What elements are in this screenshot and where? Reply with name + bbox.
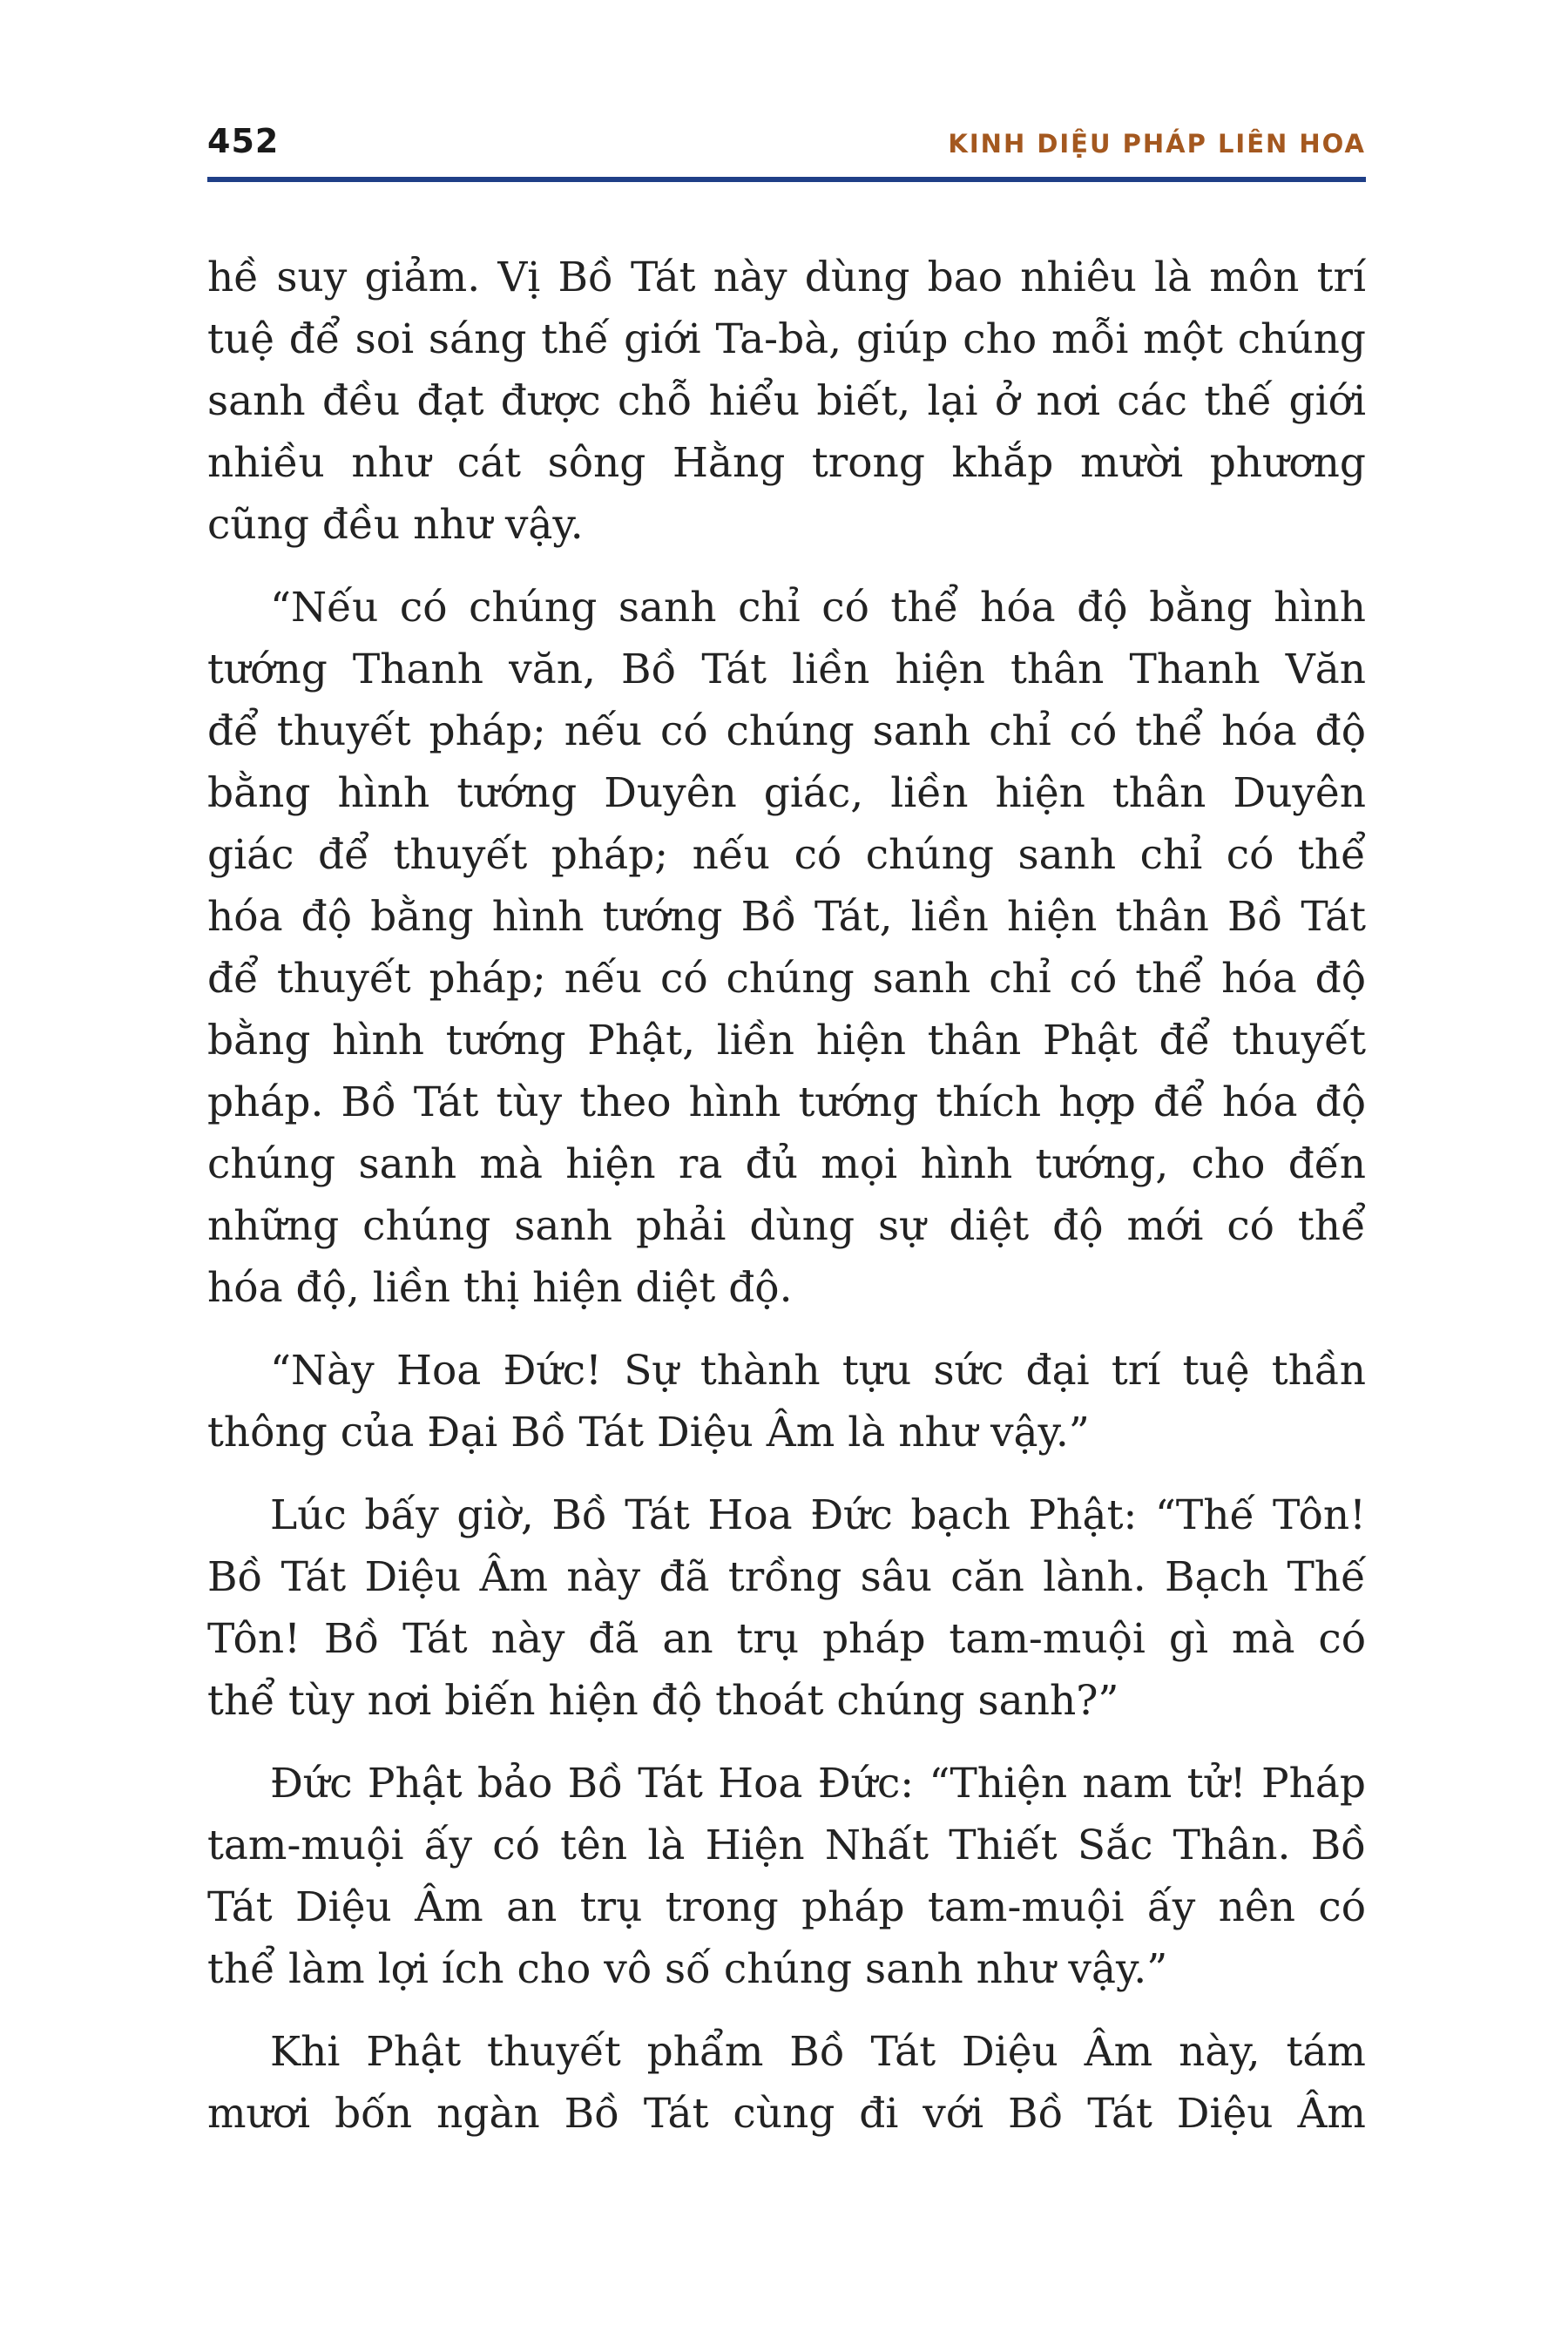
header-rule xyxy=(207,177,1366,182)
paragraph xyxy=(207,247,1366,556)
paragraph xyxy=(207,2021,1366,2145)
text-line: những chúng sanh phải dùng sự diệt độ mới có thể xyxy=(207,1202,1366,1250)
paragraph xyxy=(207,1753,1366,2000)
text-line: “Nếu có chúng sanh chỉ có thể hóa độ bằng hình xyxy=(270,584,1366,632)
text-line: pháp. Bồ Tát tùy theo hình tướng thích hợp để hóa độ xyxy=(207,1078,1366,1126)
text-line: Tôn! Bồ Tát này đã an trụ pháp tam-muội gì mà có xyxy=(207,1615,1366,1663)
paragraph xyxy=(207,1484,1366,1732)
text-line: sanh đều đạt được chỗ hiểu biết, lại ở nơi các thế giới xyxy=(207,377,1366,425)
text-line: Bồ Tát Diệu Âm này đã trồng sâu căn lành. Bạch Thế xyxy=(207,1553,1366,1601)
text-line: hóa độ bằng hình tướng Bồ Tát, liền hiện thân Bồ Tát xyxy=(207,893,1366,941)
text-line: Tát Diệu Âm an trụ trong pháp tam-muội ấy nên có xyxy=(207,1883,1366,1931)
text-line: mươi bốn ngàn Bồ Tát cùng đi với Bồ Tát Diệu Âm xyxy=(207,2090,1366,2138)
paragraph xyxy=(207,577,1366,1319)
text-line: chúng sanh mà hiện ra đủ mọi hình tướng, cho đến xyxy=(207,1140,1366,1188)
text-line: tam-muội ấy có tên là Hiện Nhất Thiết Sắc Thân. Bồ xyxy=(207,1821,1366,1869)
text-line: bằng hình tướng Duyên giác, liền hiện thân Duyên xyxy=(207,769,1366,817)
running-title: KINH DIỆU PHÁP LIÊN HOA xyxy=(948,129,1366,159)
text-line: thể tùy nơi biến hiện độ thoát chúng sanh?” xyxy=(207,1677,1119,1725)
body-text xyxy=(207,247,1366,2166)
text-line: “Này Hoa Đức! Sự thành tựu sức đại trí tuệ thần xyxy=(270,1347,1366,1395)
paragraph xyxy=(207,1340,1366,1463)
text-line: để thuyết pháp; nếu có chúng sanh chỉ có thể hóa độ xyxy=(207,955,1366,1003)
text-line: để thuyết pháp; nếu có chúng sanh chỉ có thể hóa độ xyxy=(207,707,1366,755)
text-line: nhiều như cát sông Hằng trong khắp mười phương xyxy=(207,439,1366,487)
text-line: Đức Phật bảo Bồ Tát Hoa Đức: “Thiện nam tử! Pháp xyxy=(270,1760,1366,1808)
page-number: 452 xyxy=(207,122,280,160)
text-line: bằng hình tướng Phật, liền hiện thân Phật để thuyết xyxy=(207,1017,1366,1064)
text-line: tướng Thanh văn, Bồ Tát liền hiện thân Thanh Văn xyxy=(207,645,1366,693)
text-line: hề suy giảm. Vị Bồ Tát này dùng bao nhiêu là môn trí xyxy=(207,253,1366,301)
text-line: cũng đều như vậy. xyxy=(207,501,584,549)
text-line: thông của Đại Bồ Tát Diệu Âm là như vậy.” xyxy=(207,1409,1090,1456)
text-line: Lúc bấy giờ, Bồ Tát Hoa Đức bạch Phật: “Thế Tôn! xyxy=(270,1491,1366,1539)
text-line: thể làm lợi ích cho vô số chúng sanh như vậy.” xyxy=(207,1945,1168,1993)
text-line: Khi Phật thuyết phẩm Bồ Tát Diệu Âm này, tám xyxy=(270,2028,1366,2076)
text-line: tuệ để soi sáng thế giới Ta-bà, giúp cho mỗi một chúng xyxy=(207,315,1366,363)
text-line: giác để thuyết pháp; nếu có chúng sanh chỉ có thể xyxy=(207,831,1366,879)
text-line: hóa độ, liền thị hiện diệt độ. xyxy=(207,1264,793,1312)
